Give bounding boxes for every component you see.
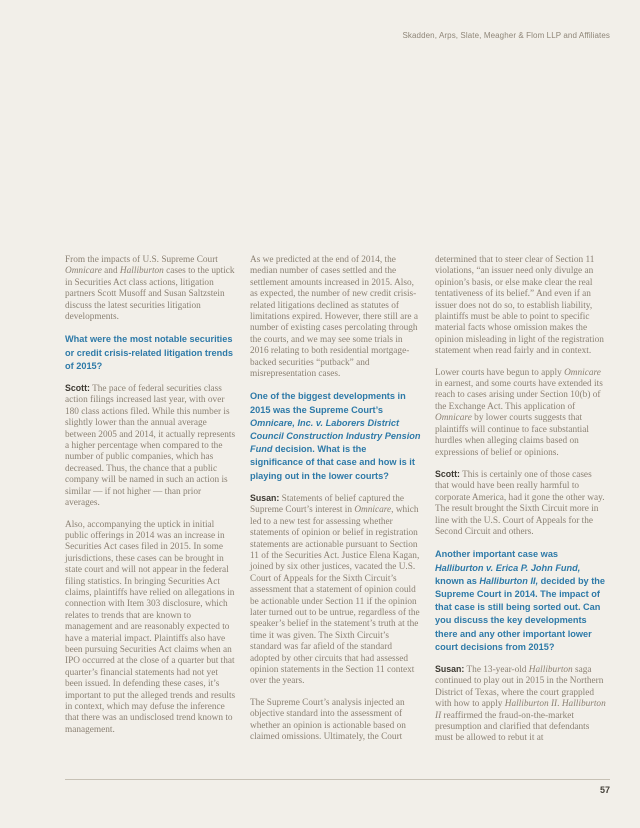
text-segment: Halliburton II xyxy=(504,699,558,710)
body-paragraph xyxy=(65,520,237,737)
text-segment: , which led to a new test for assessing whether statements of opinion or belief in registration statements are actionable pursuant to Section 11 of the Securities Act. Justice Elena Kagan, joined by six other justices, vacated the U.S. Court of Appeals for the Sixth Circuit’s assessment that a statement of opinion could be actionable under Section 11 if the opinion later turned out to be untrue, regardless of the speaker’s belief in the statement’s truth at the time it was given. The Sixth Circuit’s standard was far afield of the standard adopted by other circuits that had assessed opinion statements in the Section 11 context over the years. xyxy=(250,505,420,687)
text-segment: cases to the uptick in Securities Act class actions, litigation partners Scott Musoff and Susan Saltzstein discuss the latest securities litigation developments. xyxy=(65,266,235,323)
body-paragraph xyxy=(435,368,607,459)
text-segment: Halliburton II, xyxy=(479,575,539,586)
text-column-2 xyxy=(250,255,422,753)
question-heading xyxy=(435,548,607,654)
text-segment: Another important case was xyxy=(435,549,559,560)
running-header: Skadden, Arps, Slate, Meagher & Flom LLP and Affiliates xyxy=(402,31,610,40)
text-segment: Halliburton xyxy=(528,664,573,675)
question-heading xyxy=(65,333,237,373)
text-segment: Lower courts have begun to apply xyxy=(435,367,565,378)
text-segment: . xyxy=(557,699,562,710)
text-segment: decided by the Supreme Court in 2014. The impact of that case is still being sorted out. Can you discuss the key developments there and any other important lower court decisions from 2015? xyxy=(435,575,606,652)
text-segment: Also, accompanying the uptick in initial public offerings in 2014 was an increase in Securities Act cases filed in 2015. In some jurisdictions, these cases can be brought in state court and will not appear in the federal filing statistics. In bringing Securities Act claims, plaintiffs have relied on allegations in connection with Item 303 disclosure, which relates to trends that are known to management and are reasonably expected to have a material impact. Plaintiffs also have been pursuing Securities Act claims when an IPO occurred at the close of a quarter but that quarter’s financial statements had not yet been issued. In defending these cases, it’s important to put the alleged trends and results in context, which may defuse the inference that there was an undisclosed trend known to management. xyxy=(65,519,236,735)
text-segment: by lower courts suggests that plaintiffs will continue to face substantial hurdles when alleging claims based on expressions of belief or opinions. xyxy=(435,413,589,458)
text-segment: The 13-year-old xyxy=(464,664,529,675)
text-segment: in earnest, and some courts have extended its reach to cases arising under Section 10(b) of the Exchange Act. This application of xyxy=(435,379,603,412)
speaker-label: Susan: xyxy=(250,492,280,503)
text-column-3 xyxy=(435,255,607,755)
text-segment: Statements of belief captured the Supreme Court’s interest in xyxy=(250,493,405,516)
article-columns xyxy=(65,255,609,755)
text-segment: Omnicare xyxy=(564,367,601,378)
text-segment: Omnicare xyxy=(354,505,392,516)
body-paragraph xyxy=(250,698,422,744)
text-segment: Omnicare, Inc. v. Laborers District Council Construction Industry Pension Fund xyxy=(250,417,421,455)
text-segment: known as xyxy=(435,575,480,586)
body-paragraph xyxy=(65,383,237,509)
text-segment: One of the biggest developments in 2015 was the Supreme Court’s xyxy=(250,391,406,415)
text-segment: Halliburton II xyxy=(435,699,606,721)
body-paragraph xyxy=(435,255,607,358)
text-segment: What were the most notable securities or credit crisis-related litigation trends of 2015? xyxy=(65,334,233,371)
text-segment: reaffirmed the fraud-on-the-market presumption and clarified that defendants must be allowed to rebut it at xyxy=(435,710,590,744)
body-paragraph xyxy=(435,469,607,538)
speaker-label: Scott: xyxy=(435,468,460,479)
body-paragraph xyxy=(435,664,607,745)
text-column-1 xyxy=(65,255,237,746)
text-segment: From the impacts of U.S. Supreme Court xyxy=(65,255,218,265)
text-segment: and xyxy=(101,266,120,277)
text-segment: This is certainly one of those cases that would have been really harmful to corporate America, had it gone the other way. The result brought the Sixth Circuit more in line with the U.S. Court of Appeals for the Second Circuit and others. xyxy=(435,469,605,537)
text-segment: Halliburton xyxy=(119,266,164,277)
speaker-label: Susan: xyxy=(435,663,465,674)
page-number: 57 xyxy=(599,785,610,795)
text-segment: The pace of federal securities class action filings increased last year, with over 180 class actions filed. While this number is slightly lower than the annual average between 2005 and 2014, it actually represents a higher percentage when compared to the number of public companies, which has decreased. Thus, the chance that a public company will be named in such an action is similar — if not higher — than prior averages. xyxy=(65,384,236,509)
body-paragraph xyxy=(250,493,422,688)
text-segment: The Supreme Court’s analysis injected an objective standard into the assessment of whether an opinion is actionable based on claimed omissions. Ultimately, the Court xyxy=(250,697,406,743)
text-segment: Halliburton v. Erica P. John Fund, xyxy=(435,562,581,573)
body-paragraph xyxy=(250,255,422,380)
body-paragraph xyxy=(65,255,237,323)
text-segment: Omnicare xyxy=(65,266,102,277)
question-heading xyxy=(250,390,422,482)
speaker-label: Scott: xyxy=(65,383,90,394)
text-segment: saga continued to play out in 2015 in the Northern District of Texas, where the court grappled with how to apply xyxy=(435,664,604,710)
text-segment: As we predicted at the end of 2014, the median number of cases settled and the settlement amounts increased in 2015. Also, as expected, the number of new credit crisis-related litigations declined as statutes of limitations expired. However, there still are a number of existing cases percolating through the courts, and we may see some trials in 2016 relating to both residential mortgage-backed securities “putback” and misrepresentation cases. xyxy=(250,255,418,380)
text-segment: decision. What is the significance of that case and how is it playing out in the lower courts? xyxy=(250,444,415,481)
footer-divider xyxy=(65,779,610,780)
text-segment: Omnicare xyxy=(435,413,472,424)
text-segment: determined that to steer clear of Section 11 violations, “an issuer need only divulge an opinion’s basis, or else make clear the real tentativeness of its belief.” And even if an issuer does not do so, to establish liability, plaintiffs must be able to point to specific material facts whose omission makes the opinion misleading in light of the registration statement when read fairly and in context. xyxy=(435,255,604,357)
